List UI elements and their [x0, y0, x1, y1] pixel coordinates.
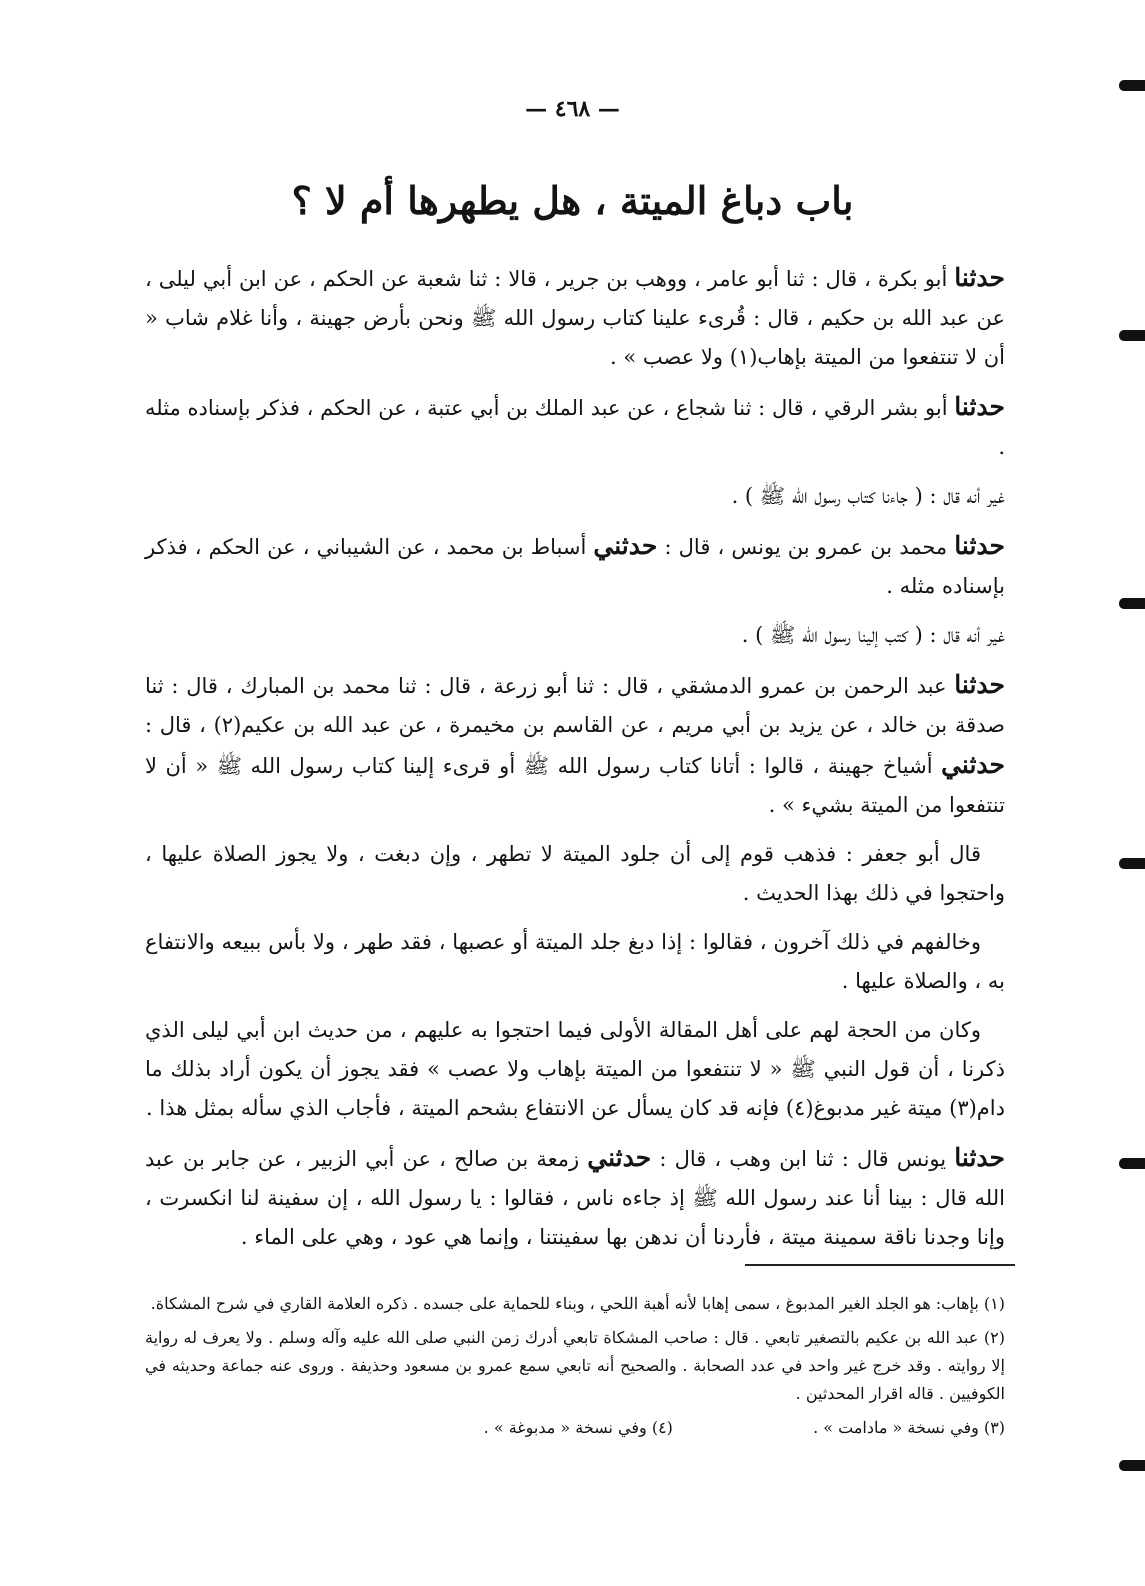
hadith-keyword: حدثنا — [954, 392, 1005, 421]
paragraph-text: محمد بن عمرو بن يونس ، قال : — [664, 535, 948, 559]
paragraph — [145, 387, 1005, 467]
margin-mark — [1119, 80, 1145, 91]
footnote: (٣) وفي نسخة « مادامت » . — [813, 1418, 1005, 1437]
hadith-keyword: حدثنا — [954, 670, 1005, 699]
hadith-keyword: حدثنا — [954, 263, 1005, 292]
paragraph-note: غير أنه قال : ( كتب إلينا رسول الله ﷺ ) . — [741, 623, 1005, 647]
paragraph: قال أبو جعفر : فذهب قوم إلى أن جلود الميتة لا تطهر ، وإن دبغت ، ولا يجوز الصلاة عليها ، واحتجوا في ذلك بهذا الحديث . — [145, 842, 1005, 905]
footnote-divider — [745, 1264, 1015, 1266]
hadith-keyword: حدثنا — [954, 531, 1005, 560]
hadith-keyword: حدثنا — [954, 1143, 1005, 1172]
paragraph — [145, 1138, 1005, 1257]
margin-mark — [1119, 598, 1145, 609]
hadith-keyword: حدثني — [941, 750, 1005, 779]
hadith-keyword: حدثني — [593, 531, 658, 560]
paragraph-text: أسباط بن محمد ، عن الشيباني ، عن الحكم ، فذكر بإسناده مثله . — [145, 535, 1005, 598]
paragraph-note: غير أنه قال : ( جاءنا كتاب رسول الله ﷺ ) . — [731, 484, 1005, 508]
footnotes — [145, 1290, 1005, 1442]
chapter-title: باب دباغ الميتة ، هل يطهرها أم لا ؟ — [291, 178, 854, 223]
hadith-keyword: حدثني — [587, 1143, 652, 1172]
paragraph: وكان من الحجة لهم على أهل المقالة الأولى فيما احتجوا به عليهم ، من حديث ابن أبي ليلى الذي ذكرنا ، أن قول النبي ﷺ « لا تنتفعوا من الميتة بإهاب ولا عصب » فقد يجوز أن يكون أراد بذلك ما دام(٣) ميتة غير مدبوغ(٤) فإنه قد كان يسأل عن الانتفاع بشحم الميتة ، فأجاب الذي سأله بمثل هذا . — [145, 1018, 1005, 1120]
footnote-line — [145, 1414, 1005, 1442]
paragraph-text: عبد الرحمن بن عمرو الدمشقي ، قال : ثنا أبو زرعة ، قال : ثنا محمد بن المبارك ، قال : ثنا صدقة بن خالد ، عن يزيد بن أبي مريم ، عن القاسم بن مخيمرة ، عن عبد الله بن عكيم(٢) ، قال : — [145, 674, 1005, 737]
paragraph — [145, 665, 1005, 825]
footnote: (٢) عبد الله بن عكيم بالتصغير تابعي . قال : صاحب المشكاة تابعي أدرك زمن النبي صلى الله عليه وآله وسلم . ولا يعرف له رواية إلا روايته . وقد خرج غير واحد في عدد الصحابة . والصحيح أنه تابعي سمع عمرو بن مسعود وحذيفة . وروى عنه جماعة وحديثه في الكوفيين . قاله اقرار المحدثين . — [145, 1328, 1005, 1403]
margin-mark — [1119, 858, 1145, 869]
paragraph-text: زمعة بن صالح ، عن أبي الزبير ، عن جابر بن عبد الله قال : بينا أنا عند رسول الله ﷺ إذ جاءه ناس ، فقالوا : يا رسول الله ، إن سفينة لنا انكسرت ، وإنا وجدنا ناقة سمينة ميتة ، فأردنا أن ندهن بها سفينتنا ، وإنما هي عود ، وهي على الماء . — [145, 1147, 1005, 1249]
page-number: — ٤٦٨ — — [525, 96, 620, 122]
main-text — [145, 258, 1005, 1267]
margin-mark — [1119, 1158, 1145, 1169]
paragraph-text: أشياخ جهينة ، قالوا : أتانا كتاب رسول الله ﷺ أو قرىء إلينا كتاب رسول الله ﷺ « أن لا تنتفعوا من الميتة بشيء » . — [145, 754, 1005, 817]
paragraph-text: يونس قال : ثنا ابن وهب ، قال : — [659, 1147, 947, 1171]
footnote: (٤) وفي نسخة « مدبوغة » . — [483, 1418, 673, 1437]
paragraph — [145, 258, 1005, 377]
paragraph — [145, 526, 1005, 606]
paragraph-text: أبو بكرة ، قال : ثنا أبو عامر ، ووهب بن جرير ، قالا : ثنا شعبة عن الحكم ، عن ابن أبي ليلى ، عن عبد الله بن حكيم ، قال : قُرىء علينا كتاب رسول الله ﷺ ونحن بأرض جهينة ، وأنا غلام شاب « أن لا تنتفعوا من الميتة بإهاب(١) ولا عصب » . — [145, 267, 1005, 369]
paragraph-text: أبو بشر الرقي ، قال : ثنا شجاع ، عن عبد الملك بن أبي عتبة ، عن الحكم ، فذكر بإسناده مثله . — [145, 396, 1005, 459]
paragraph: وخالفهم في ذلك آخرون ، فقالوا : إذا دبغ جلد الميتة أو عصبها ، فقد طهر ، ولا بأس ببيعه والانتفاع به ، والصلاة عليها . — [145, 930, 1005, 993]
footnote: (١) بإهاب: هو الجلد الغير المدبوغ ، سمى إهابا لأنه أهبة اللحي ، وبناء للحماية على جسده . ذكره العلامة القاري في شرح المشكاة. — [150, 1294, 1005, 1313]
margin-mark — [1119, 1460, 1145, 1471]
margin-mark — [1119, 330, 1145, 341]
